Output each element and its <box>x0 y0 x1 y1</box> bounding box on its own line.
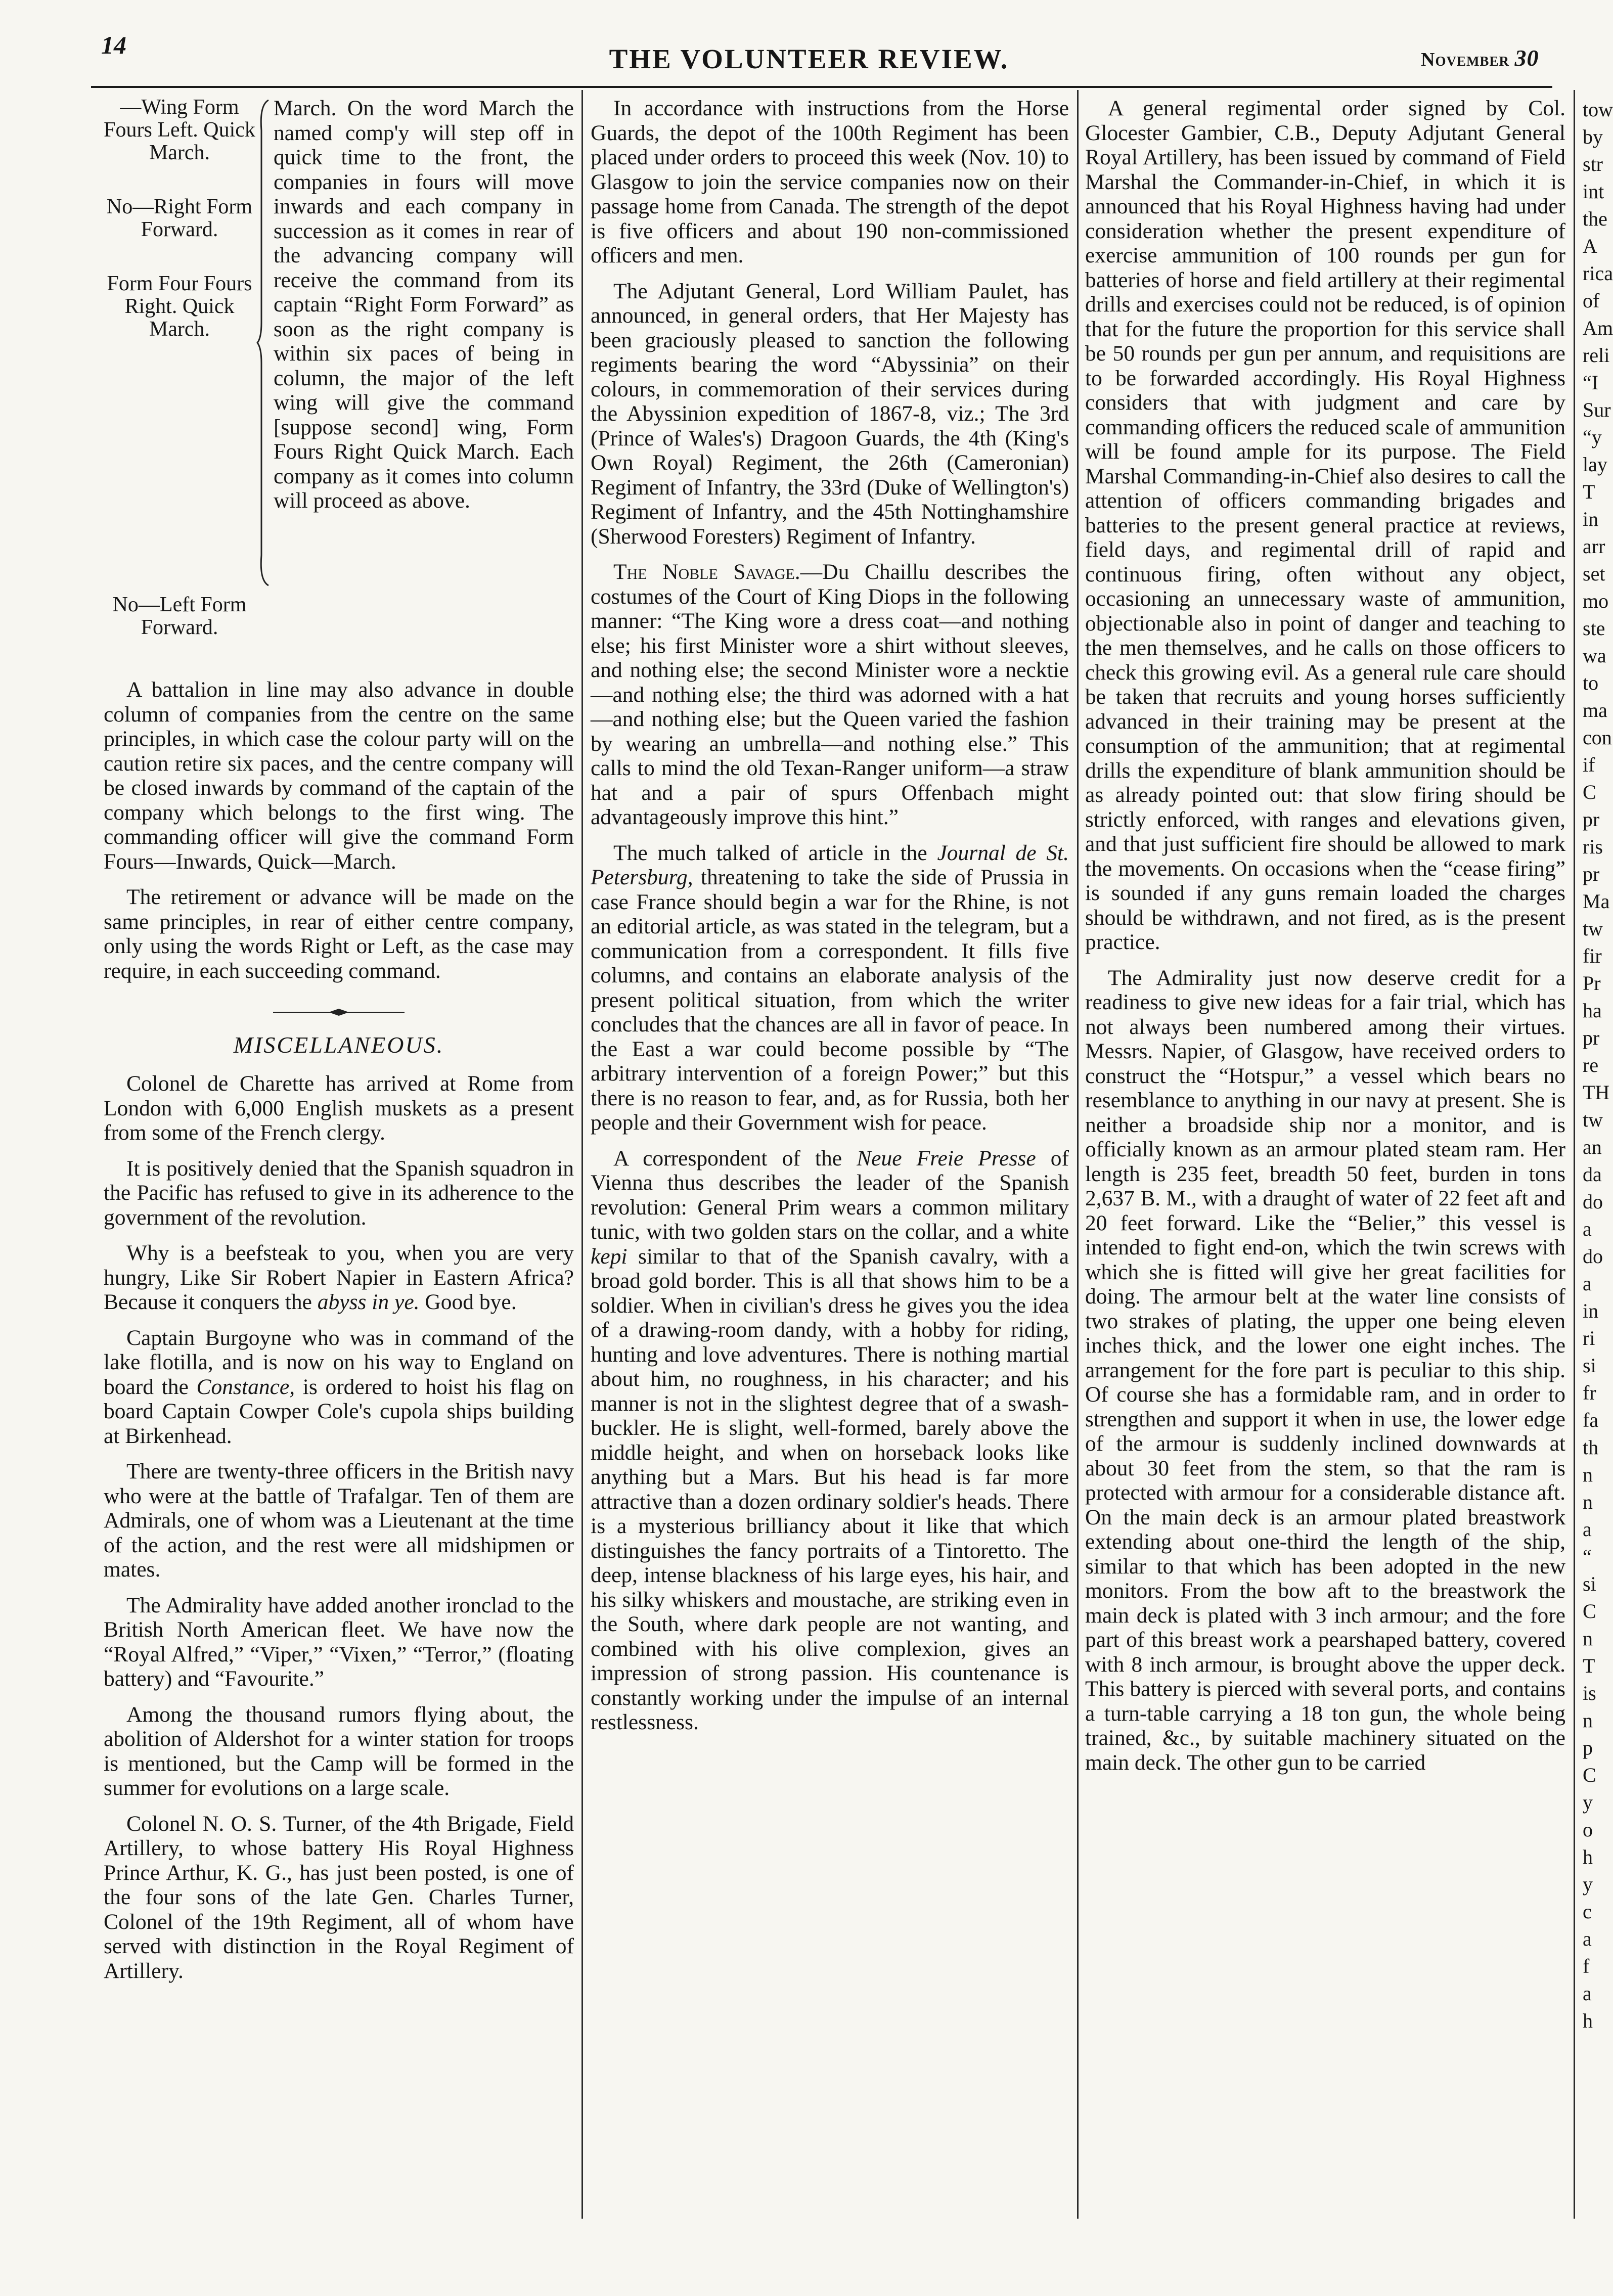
running-title: THE VOLUNTEER REVIEW. <box>609 43 1009 74</box>
paragraph: The Admirality have added another ironclad to the British North American fleet. We have now the “Royal Alfred,” “Viper,” “Vixen,” “Terror,” (floating battery) and “Favourite.” <box>104 1593 574 1691</box>
edge-fragment: Pr <box>1583 972 1601 995</box>
edge-fragment: lay <box>1583 453 1607 476</box>
paragraph-lead: The Noble Savage. <box>613 560 800 584</box>
edge-fragment: ris <box>1583 835 1603 858</box>
paragraph: The retirement or advance will be made on the same principles, in rear of either centre company, only using the words Right or Left, as the case may require, in each succeeding command. <box>104 885 574 983</box>
edge-fragment: do <box>1583 1190 1603 1213</box>
text-run: threatening to take the side of Prussia in case France should begin a war for the Rhine, is not an editorial article, as was stated in the telegram, but a communication from a correspondent. It fills five columns, and contains an elaborate analysis of the present political situation, from which the writer concludes that the chances are all in favor of peace. In the East a war could become possible by “The arbitrary intervention of a foreign Power;” but this there is no reason to fear, and, as for Russia, both her people and their Government wish for peace. <box>591 865 1069 1135</box>
drill-instructions <box>104 96 574 670</box>
column-rule-1 <box>581 90 583 2219</box>
column-3 <box>1085 96 1565 2220</box>
edge-fragment: T <box>1583 480 1595 503</box>
edge-fragment: p <box>1583 1736 1593 1759</box>
edge-fragment: an <box>1583 1136 1602 1158</box>
edge-fragment: h <box>1583 2009 1593 2032</box>
edge-fragment: y <box>1583 1873 1593 1896</box>
edge-fragment: fr <box>1583 1381 1596 1404</box>
edge-fragment: pr <box>1583 863 1600 885</box>
paragraph <box>591 1146 1069 1735</box>
adjacent-page-fragments <box>1583 96 1613 2220</box>
edge-fragment: to <box>1583 671 1599 694</box>
column-rule-2 <box>1077 90 1079 2219</box>
edge-fragment: y <box>1583 1791 1593 1814</box>
page-number: 14 <box>101 31 126 59</box>
italic-run: Journal de St. Petersburg, <box>591 840 1069 889</box>
edge-fragment: si <box>1583 1354 1596 1377</box>
edge-fragment: C <box>1583 781 1596 803</box>
edge-fragment: int <box>1583 180 1604 203</box>
edge-fragment: “ <box>1583 1545 1592 1568</box>
edge-fragment: tw <box>1583 1108 1603 1131</box>
section-heading: MISCELLANEOUS. <box>233 1031 444 1058</box>
edge-fragment: set <box>1583 562 1605 585</box>
edge-fragment: h <box>1583 1845 1593 1868</box>
text-run: similar to that of the Spanish cavalry, with a broad gold border. This is all that shows him to be a soldier. When in civilian's dress he gives you the idea of a drawing-room dandy, with a hobby for riding, hunting and love adventures. There is nothing martial about him, no roughness, in his character; and his manner is not in the slightest degree that of a swash-buckler. He is slight, well-formed, barely above the middle height, and when on horseback looks like anything but a Mars. But his head is far more attractive than a dozen ordinary soldier's heads. There is a mysterious brilliancy about it like that which distinguishes the fancy portraits of a Tintoretto. The deep, intense blackness of his large eyes, his hair, and his silky whiskers and moustache, are striking even in the South, where dark people are not wanting, and combined with his olive complexion, gives an impression of strong passion. His countenance is constantly working under the impulse of an internal restlessness. <box>591 1244 1069 1734</box>
italic-run: abyss in ye. <box>317 1290 420 1314</box>
header-rule <box>91 86 1552 88</box>
paragraph <box>591 841 1069 1135</box>
edge-fragment: con <box>1583 726 1612 749</box>
drill-text: March. On the word March the named comp'y will step off in quick time to the front, the companies in fours will move inwards and each company in succession as it comes in rear of the advancing company will receive the command from its captain “Right Form Forward” as soon as the right company is within six paces of being in column, the major of the left wing will give the command [suppose second] wing, Form Fours Right Quick March. Each company as it comes into column will proceed as above. <box>274 96 574 513</box>
edge-fragment: a <box>1583 1218 1592 1240</box>
paragraph <box>591 560 1069 830</box>
paragraph: A general regimental order signed by Col. Glocester Gambier, C.B., Deputy Adjutant General Royal Artillery, has been issued by command of Field Marshal the Commander-in-Chief, in which it is announced that his Royal Highness having had under consideration whether the present expenditure of exercise ammunition of 100 rounds per gun for batteries of horse and field artillery at their regimental drills and exercises could not be reduced, is of opinion that for the future the proportion for this service shall be 50 rounds per gun per annum, and requisitions are to be forwarded accordingly. His Royal Highness considers that with judgment and care by commanding officers the reduced scale of ammunition will be found ample for its purpose. The Field Marshal Commanding-in-Chief also desires to call the attention of officers commanding brigades and batteries to the present general practice at reviews, field days, and regimental drill of rapid and continuous firing, often without any object, occasioning an unnecessary waste of ammunition, objectionable also in point of danger and teaching to the men themselves, and he calls on those officers to check this growing evil. As a general rule care should be taken that recruits and young horses sufficiently advanced in their training may be present at the consumption of the ammunition; that at regimental drills the expenditure of blank ammunition should be as already pointed out: that slow firing should be strictly enforced, with ranges and elevations given, and that just sufficient fire should be allowed to mark the movements. On occasions when the “cease firing” is sounded if any guns remain loaded the charges should be withdrawn, and not fired, as is the present practice. <box>1085 96 1565 954</box>
edge-fragment: Am <box>1583 317 1613 339</box>
paragraph: There are twenty-three officers in the British navy who were at the battle of Trafalgar. Ten of them are Admirals, one of whom was a Lieutenant at the time of the action, and the rest were all midshipmen or mates. <box>104 1459 574 1582</box>
edge-fragment: o <box>1583 1818 1593 1841</box>
paragraph: The Adjutant General, Lord William Paulet, has announced, in general orders, that Her Majesty has been graciously pleased to sanction the following regiments bearing the word “Abyssinia” on their colours, in commemoration of their services during the Abyssinion expedition of 1867-8, viz.; The 3rd (Prince of Wales's) Dragoon Guards, the 4th (King's Own Royal) Regiment, the 26th (Cameronian) Regiment of Infantry, the 33rd (Duke of Wellington's) Regiment of Infantry, and the 45th Nottinghamshire (Sherwood Foresters) Regiment of Infantry. <box>591 279 1069 549</box>
column-2 <box>591 96 1069 2220</box>
edge-fragment: n <box>1583 1709 1593 1732</box>
edge-fragment: a <box>1583 1982 1592 2005</box>
edge-fragment: da <box>1583 1163 1602 1186</box>
brace-icon <box>255 96 274 670</box>
edge-fragment: f <box>1583 1955 1590 1977</box>
italic-run: Neue Freie Presse <box>857 1146 1036 1170</box>
edge-fragment: do <box>1583 1245 1603 1268</box>
edge-fragment: Ma <box>1583 890 1610 913</box>
date-day: 30 <box>1514 45 1539 71</box>
edge-fragment: TH <box>1583 1081 1610 1104</box>
edge-fragment: si <box>1583 1572 1596 1595</box>
edge-fragment: A <box>1583 235 1597 257</box>
italic-run: kepi <box>591 1244 628 1269</box>
edge-fragment: “I <box>1583 371 1599 394</box>
edge-fragment: th <box>1583 1436 1599 1459</box>
text-run: The much talked of article in the <box>613 840 937 865</box>
edge-fragment: ma <box>1583 699 1607 722</box>
edge-fragment: by <box>1583 125 1603 148</box>
italic-run: Constance, <box>196 1374 295 1399</box>
edge-fragment: Sur <box>1583 398 1611 421</box>
edge-fragment: a <box>1583 1272 1592 1295</box>
edge-fragment: in <box>1583 508 1599 530</box>
edge-fragment: arr <box>1583 535 1605 558</box>
edge-fragment: n <box>1583 1463 1593 1486</box>
date-month: November <box>1421 49 1509 70</box>
paragraph <box>104 1326 574 1449</box>
edge-fragment: a <box>1583 1518 1592 1541</box>
edge-fragment: tw <box>1583 917 1603 940</box>
edge-fragment: rica <box>1583 262 1613 285</box>
text-run: is ordered to hoist his flag on board Captain Cowper Cole's cupola ships building at Birkenhead. <box>104 1374 574 1448</box>
paragraph <box>104 1241 574 1315</box>
drill-command: —Wing Form Fours Left. Quick March. <box>104 96 255 164</box>
edge-fragment: if <box>1583 753 1595 776</box>
edge-fragment: c <box>1583 1900 1592 1923</box>
edge-fragment: pr <box>1583 1026 1600 1049</box>
edge-fragment: str <box>1583 153 1603 175</box>
paragraph: Colonel de Charette has arrived at Rome from London with 6,000 English muskets as a present from some of the French clergy. <box>104 1071 574 1145</box>
edge-fragment: C <box>1583 1764 1596 1786</box>
paragraph: Colonel N. O. S. Turner, of the 4th Brigade, Field Artillery, to whose battery His Royal Highness Prince Arthur, K. G., has just been posted, is one of the four sons of the late Gen. Charles Turner, Colonel of the 19th Regiment, all of whom have served with distinction in the Royal Regiment of Artillery. <box>104 1811 574 1983</box>
drill-command: No—Right Form Forward. <box>106 195 253 241</box>
drill-commands <box>104 96 255 670</box>
text-run: —Du Chaillu describes the costumes of the Court of King Diops in the following manner: “The King wore a dress coat—and nothing else; his first Minister wore a shirt without sleeves, and nothing else; the second Minister wore a necktie—and nothing else; the third was adorned with a hat—and nothing else; but the Queen varied the fashion by wearing an umbrella—and nothing else.” This calls to mind the old Texan-Ranger uniform—a straw hat and a pair of spurs Offenbach might advantageously improve this hint.” <box>591 560 1069 829</box>
edge-fragment: n <box>1583 1491 1593 1513</box>
edge-fragment: fir <box>1583 944 1602 967</box>
edge-fragment: reli <box>1583 344 1610 367</box>
edge-fragment: mo <box>1583 590 1609 612</box>
running-date <box>1421 44 1539 71</box>
edge-fragment: ha <box>1583 999 1602 1022</box>
paragraph: It is positively denied that the Spanish squadron in the Pacific has refused to give in its adherence to the government of the revolution. <box>104 1156 574 1230</box>
text-run: of Vienna thus describes the leader of the Spanish revolution: General Prim wears a common military tunic, with two golden stars on the collar, and a white <box>591 1146 1069 1244</box>
edge-fragment: re <box>1583 1054 1599 1076</box>
edge-fragment: ste <box>1583 617 1605 640</box>
edge-fragment: C <box>1583 1600 1596 1623</box>
edge-fragment: is <box>1583 1682 1596 1704</box>
edge-fragment: a <box>1583 1927 1592 1950</box>
text-run: Why is a beefsteak to you, when you are very hungry, Like Sir Robert Napier in Eastern Africa? Because it conquers the <box>104 1241 574 1314</box>
paragraph: In accordance with instructions from the Horse Guards, the depot of the 100th Regiment has been placed under orders to proceed this week (Nov. 10) to Glasgow to join the service companies now on their passage home from Canada. The strength of the depot is five officers and about 190 non-commissioned officers and men. <box>591 96 1069 267</box>
text-run: A correspondent of the <box>613 1146 857 1170</box>
edge-fragment: tow <box>1583 98 1613 121</box>
edge-fragment: n <box>1583 1627 1593 1650</box>
ornament-divider-icon <box>104 997 574 1022</box>
drill-command: No—Left Form Forward. <box>112 593 247 639</box>
edge-fragment: “y <box>1583 426 1602 448</box>
edge-fragment: in <box>1583 1299 1599 1322</box>
edge-fragment: fa <box>1583 1409 1599 1431</box>
edge-fragment: T <box>1583 1654 1595 1677</box>
paragraph: A battalion in line may also advance in double column of companies from the centre on the same principles, in which case the colour party will on the caution retire six paces, and the centre company will be closed inwards by command of the captain of the company which belongs to the first wing. The commanding officer will give the command Form Fours—Inwards, Quick—March. <box>104 678 574 874</box>
edge-fragment: ri <box>1583 1327 1595 1349</box>
edge-fragment: pr <box>1583 808 1600 831</box>
paragraph: The Admirality just now deserve credit for a readiness to give new ideas for a fair trial, which has not always been numbered among their virtues. Messrs. Napier, of Glasgow, have received orders to construct the “Hotspur,” a vessel which bears no resemblance to anything in our navy at present. She is neither a broadside ship nor a monitor, and is officially known as an armour plated steam ram. Her length is 235 feet, breadth 50 feet, burden in tons 2,637 B. M., with a draught of water of 22 feet aft and 20 feet forward. Like the “Belier,” this vessel is intended to fight end-on, which the twin screws with which she is fitted will give her great facilities for doing. The armour belt at the water line consists of two strakes of plating, the upper one being eleven inches thick, and the lower one eight inches. The arrangement for the fore part is peculiar to this ship. Of course she has a formidable ram, and in order to strengthen and support it when in use, the lower edge of the armour is suddenly inclined downwards at about 30 feet from the stem, so that the ram is protected with armour for a considerable distance aft. On the main deck is an armour plated breastwork extending about one-third the length of the ship, similar to that which has been adopted in the new monitors. From the bow aft to the breastwork the main deck is plated with 3 inch armour; and the fore part of this breast work a pearshaped battery, covered with 8 inch armour, is brought above the upper deck. This battery is pierced with several ports, and contains a turn-table carrying a 18 ton gun, the whole being trained, &c., by suitable machinery situated on the main deck. The other gun to be carried <box>1085 965 1565 1775</box>
edge-fragment: wa <box>1583 644 1606 667</box>
edge-fragment: of <box>1583 289 1600 312</box>
drill-command: Form Four Fours Right. Quick March. <box>107 272 252 341</box>
column-1 <box>104 96 574 2220</box>
text-run: Good bye. <box>419 1290 517 1314</box>
text-run: Captain Burgoyne who was in command of the lake flotilla, and is now on his way to England on board the <box>104 1325 574 1399</box>
edge-fragment: the <box>1583 207 1607 230</box>
paragraph: Among the thousand rumors flying about, the abolition of Aldershot for a winter station for troops is mentioned, but the Camp will be formed in the summer for evolutions on a large scale. <box>104 1702 574 1800</box>
column-rule-3 <box>1574 90 1575 2219</box>
